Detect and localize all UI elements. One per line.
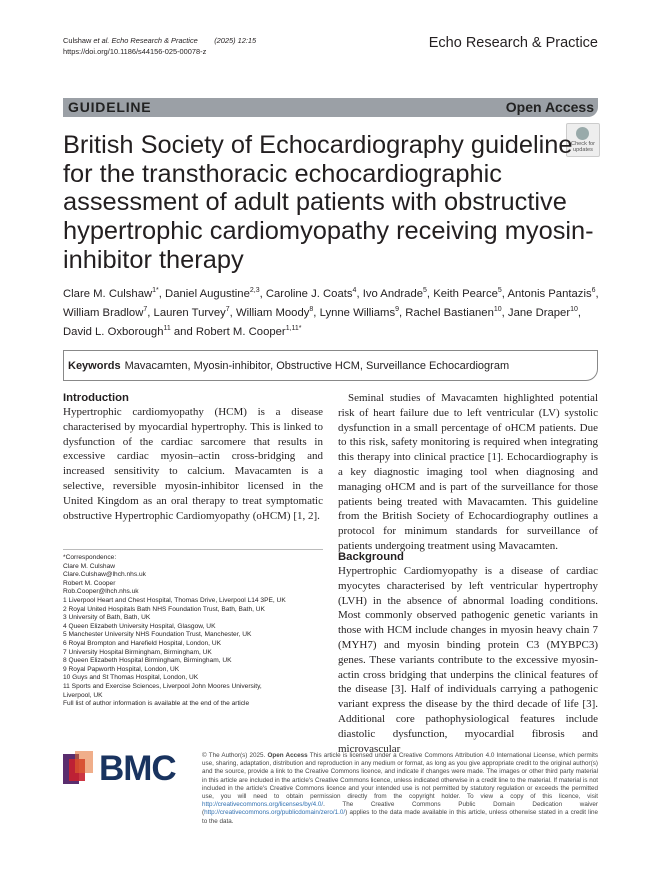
footnote: 9 Royal Papworth Hospital, London, UK bbox=[63, 665, 180, 673]
badge-line1: Check for bbox=[571, 141, 595, 147]
license-text bbox=[202, 752, 598, 826]
open-access-label: Open Access bbox=[505, 99, 594, 115]
footnote-email[interactable]: Clare.Culshaw@lhch.nhs.uk bbox=[63, 571, 146, 579]
footnotes bbox=[63, 554, 323, 709]
footnote: 5 Manchester University NHS Foundation Trust, Manchester, UK bbox=[63, 631, 252, 639]
footnote-email[interactable]: Rob.Cooper@lhch.nhs.uk bbox=[63, 588, 139, 596]
footnote: Robert M. Cooper bbox=[63, 579, 116, 587]
keywords-text: Mavacamten, Myosin-inhibitor, Obstructive HCM, Surveillance Echocardiogram bbox=[124, 360, 510, 372]
footnote: Liverpool, UK bbox=[63, 691, 103, 699]
footnote: 3 University of Bath, Bath, UK bbox=[63, 614, 151, 622]
doi-link[interactable]: https://doi.org/10.1186/s44156-025-00078-z bbox=[63, 46, 207, 56]
journal-name: Echo Research & Practice bbox=[428, 35, 598, 51]
keywords-label: Keywords bbox=[68, 360, 121, 372]
running-header bbox=[63, 36, 256, 57]
footnote: 7 University Hospital Birmingham, Birmingham, UK bbox=[63, 648, 212, 656]
footnote: 2 Royal United Hospitals Bath NHS Foundation Trust, Bath, Bath, UK bbox=[63, 605, 265, 613]
footnote: 4 Queen Elizabeth University Hospital, Glasgow, UK bbox=[63, 622, 216, 630]
intro-text: Hypertrophic cardiomyopathy (HCM) is a disease characterised by myocardial hypertrophy. This is linked to dysfunction of the cardiac sarcomere that results in excessive cardiac myosin–actin cross-bridging and increased sensitivity to calcium. Mavacamten is a selective, reversible myosin-inhibitor licensed in the United Kingdom as an oral therapy to treat symptomatic obstructive Hypertrophic Cardiomyopathy (oHCM) [1, 2]. bbox=[63, 406, 323, 522]
article-type: GUIDELINE bbox=[68, 99, 152, 115]
intro-continuation: Seminal studies of Mavacamten highlighted potential risk of heart failure due to left ventricular (LV) systolic dysfunction in a small percentage of oHCM patients. Due to this risk, safety monitoring is required when integrating this therapy into clinical practice [1]. Echocardiography is a key diagnostic imaging tool when diagnosing and managing oHCM and is part of the surveillance for those patients being treated with Mavacamten. This guideline from the British Society of Echocardiography outlines a protocol for minimum standards for surveillance of patients undergoing treatment using Mavacamten. bbox=[338, 392, 598, 552]
footnote: 8 Queen Elizabeth Hospital Birmingham, Birmingham, UK bbox=[63, 657, 232, 665]
footnote: 11 Sports and Exercise Sciences, Liverpool John Moores University, bbox=[63, 682, 262, 690]
license-mid: . The Creative Commons Public Domain Dedication waiver ( bbox=[202, 801, 598, 817]
article-type-bar bbox=[63, 98, 598, 117]
footnote-divider bbox=[63, 549, 323, 550]
license-end: ) applies to the data made available in this article, unless otherwise stated in a credit line to the data. bbox=[202, 809, 598, 825]
background-text: Hypertrophic Cardiomyopathy is a disease of cardiac myocytes characterised by left ventricular hypertrophy (LVH) in the absence of abnormal loading conditions. Most commonly observed pathogenic genetic variants in those with HCM include changes in myosin heavy chain 7 (MYH7) and myosin binding protein C3 (MYBPC3) genes. These variants contribute to the excessive myosin-actin cross bridging that underpins the clinical features of the disease [3]. Half of individuals carrying a pathogenic variant express the disease by the third decade of life [3]. Additional core pathophysiological features include diastolic dysfunction, myocardial fibrosis and microvascular bbox=[338, 565, 598, 755]
article-title: British Society of Echocardiography guideline for the transthoracic echocardiographic assessment of adult patients with obstructive hypertrophic cardiomyopathy receiving myosin-inhibitor therapy bbox=[63, 131, 594, 274]
badge-line2: updates bbox=[573, 147, 593, 154]
citation-journal: et al. Echo Research & Practice bbox=[93, 36, 198, 45]
citation-authors: Culshaw bbox=[63, 36, 94, 45]
citation-year: (2025) 12:15 bbox=[214, 36, 257, 45]
author-list bbox=[63, 283, 603, 340]
footnote: Clare M. Culshaw bbox=[63, 562, 116, 570]
license-link-cc-by[interactable]: http://creativecommons.org/licenses/by/4.0/ bbox=[202, 801, 324, 809]
license-body: This article is licensed under a Creative Commons Attribution 4.0 International License, which permits use, sharing, adaptation, distribution and reproduction in any medium or format, as long as you give appropriate credit to the original author(s) and the source, provide a link to the Creative Commons licence, and indicate if changes were made. The images or other third party material in this article are included in the article's Creative Commons licence, unless indicated otherwise in a credit line to the material. If material is not included in the article's Creative Commons licence and your intended use is not permitted by statutory regulation or exceeds the permitted use, you will need to obtain permission directly from the copyright holder. To view a copy of this licence, visit bbox=[202, 752, 598, 801]
author-line-3: David L. Oxborough$^{11}$ and Robert M. Cooper$^{1,11*}$ bbox=[63, 324, 302, 338]
license-open-access: Open Access bbox=[267, 752, 308, 759]
footnote: *Correspondence: bbox=[63, 554, 117, 561]
license-link-cc0[interactable]: http://creativecommons.org/publicdomain/zero/1.0/ bbox=[204, 809, 346, 817]
bmc-wordmark: BMC bbox=[99, 749, 176, 788]
intro-heading: Introduction bbox=[63, 392, 129, 404]
license-copyright: © The Author(s) 2025. bbox=[202, 752, 266, 759]
author-line-1: Clare M. Culshaw$^{1*}$, Daniel Augustine$^{2,3}$, Caroline J. Coats$^4$, Ivo Andrade$^5$, Keith Pearce$^5$, Antonis Pantazis$^6$, bbox=[63, 287, 599, 300]
bmc-mark-icon bbox=[63, 751, 97, 785]
footnote: 10 Guys and St Thomas Hospital, London, UK bbox=[63, 674, 199, 682]
footnote: 6 Royal Brompton and Harefield Hospital, London, UK bbox=[63, 639, 221, 647]
footnote: 1 Liverpool Heart and Chest Hospital, Thomas Drive, Liverpool L14 3PE, UK bbox=[63, 596, 286, 604]
keywords-box bbox=[63, 350, 598, 381]
footnote: Full list of author information is available at the end of the article bbox=[63, 700, 250, 708]
author-line-2: William Bradlow$^7$, Lauren Turvey$^7$, William Moody$^8$, Lynne Williams$^9$, Rachel Bastianen$^{10}$, Jane Draper$^{10}$, bbox=[63, 305, 582, 319]
background-heading: Background bbox=[338, 551, 404, 563]
bmc-logo bbox=[63, 751, 183, 787]
